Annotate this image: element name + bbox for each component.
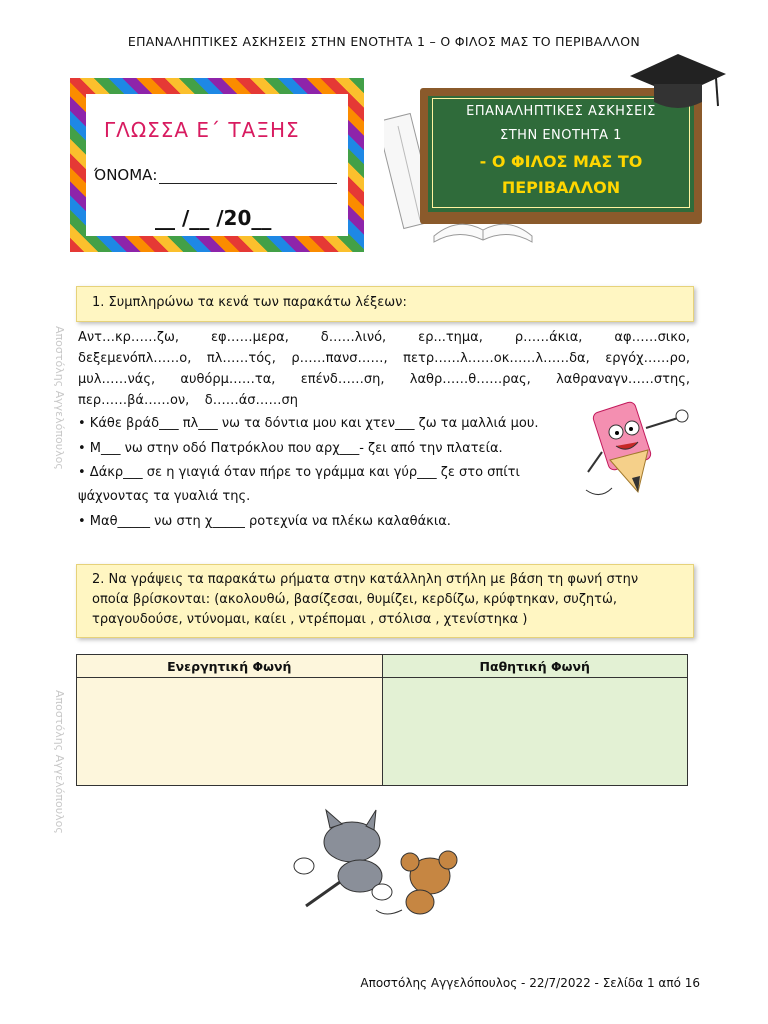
watermark-author-2: Αποστόλης Αγγελόπουλος bbox=[53, 690, 66, 834]
board-text-2: ΣΤΗΝ ΕΝΟΤΗΤΑ 1 bbox=[500, 128, 622, 143]
active-cell[interactable] bbox=[77, 678, 383, 786]
page-header: ΕΠΑΝΑΛΗΠΤΙΚΕΣ ΑΣΚΗΣΕΙΣ ΣΤΗΝ ΕΝΟΤΗΤΑ 1 – Ο ΦΙΛΟΣ ΜΑΣ ΤΟ ΠΕΡΙΒΑΛΛΟΝ bbox=[127, 34, 641, 49]
col-passive-header: Παθητική Φωνή bbox=[382, 655, 688, 678]
tom-and-jerry-illustration bbox=[290, 806, 470, 926]
sentence-4: • Μαθ_____ νω στη χ_____ ροτεχνία να πλέκω καλαθάκια. bbox=[78, 514, 451, 529]
passive-cell[interactable] bbox=[382, 678, 688, 786]
sentence-3-cont: ψάχνοντας τα γυαλιά της. bbox=[78, 489, 251, 504]
board-text-1: ΕΠΑΝΑΛΗΠΤΙΚΕΣ ΑΣΚΗΣΕΙΣ bbox=[466, 104, 656, 119]
open-book-icon bbox=[428, 206, 538, 246]
word-line-3: μυλ……νάς, αυθόρμ……τα, επένδ……ση, λαθρ……θ……ρας, λαθραναγν……στης, bbox=[78, 372, 690, 387]
sentence-1: • Κάθε βράδ___ πλ___ νω τα δόντια μου και χτεν___ ζω τα μαλλιά μου. bbox=[78, 416, 539, 431]
subject-title: ΓΛΩΣΣΑ Ε΄ ΤΑΞΗΣ bbox=[104, 118, 300, 142]
pencil-mascot-icon bbox=[582, 396, 694, 504]
voice-table bbox=[76, 654, 688, 786]
page-footer: Αποστόλης Αγγελόπουλος - 22/7/2022 - Σελίδα 1 από 16 bbox=[360, 976, 700, 990]
word-line-2: δεξεμενόπλ……ο, πλ……τός, ρ……πανσ……, πετρ……λ……οκ……λ……δα, εργόχ……ρο, bbox=[78, 351, 690, 366]
name-field[interactable] bbox=[94, 166, 337, 184]
name-blank-line[interactable] bbox=[159, 169, 337, 184]
board-text-3: - Ο ΦΙΛΟΣ ΜΑΣ ΤΟ bbox=[479, 152, 643, 171]
sentence-3: • Δάκρ___ σε η γιαγιά όταν πήρε το γράμμα και γύρ___ ζε στο σπίτι bbox=[78, 465, 520, 480]
watermark-author: Αποστόλης Αγγελόπουλος bbox=[53, 326, 66, 470]
col-active-header: Ενεργητική Φωνή bbox=[77, 655, 383, 678]
name-label: ΌΝΟΜΑ: bbox=[94, 166, 158, 184]
word-line-4: περ……βά……ον, δ……άσ……ση bbox=[78, 393, 298, 408]
exercise-2-line-1: 2. Να γράψεις τα παρακάτω ρήματα στην κατάλληλη στήλη με βάση τη φωνή στην bbox=[92, 572, 639, 587]
date-field[interactable]: __ /__ /20__ bbox=[155, 206, 272, 230]
exercise-2-line-3: τραγουδούσε, ντύνομαι, καίει , ντρέπομαι , στόλισα , χτενίστηκα ) bbox=[92, 612, 528, 627]
exercise-2-line-2: οποία βρίσκονται: (ακολουθώ, βασίζεσαι, θυμίζει, κερδίζω, κρύφτηκαν, συζητώ, bbox=[92, 592, 617, 607]
sentence-2: • Μ___ νω στην οδό Πατρόκλου που αρχ___- ζει από την πλατεία. bbox=[78, 441, 503, 456]
word-line-1: Αντ…κρ……ζω, εφ……μερα, δ……λινό, ερ...τημα, ρ……άκια, αφ……σικο, bbox=[78, 330, 690, 345]
graduation-cap-icon bbox=[620, 40, 730, 120]
exercise-1-title: 1. Συμπληρώνω τα κενά των παρακάτω λέξεων: bbox=[92, 295, 407, 310]
board-text-4: ΠΕΡΙΒΑΛΛΟΝ bbox=[501, 178, 621, 197]
